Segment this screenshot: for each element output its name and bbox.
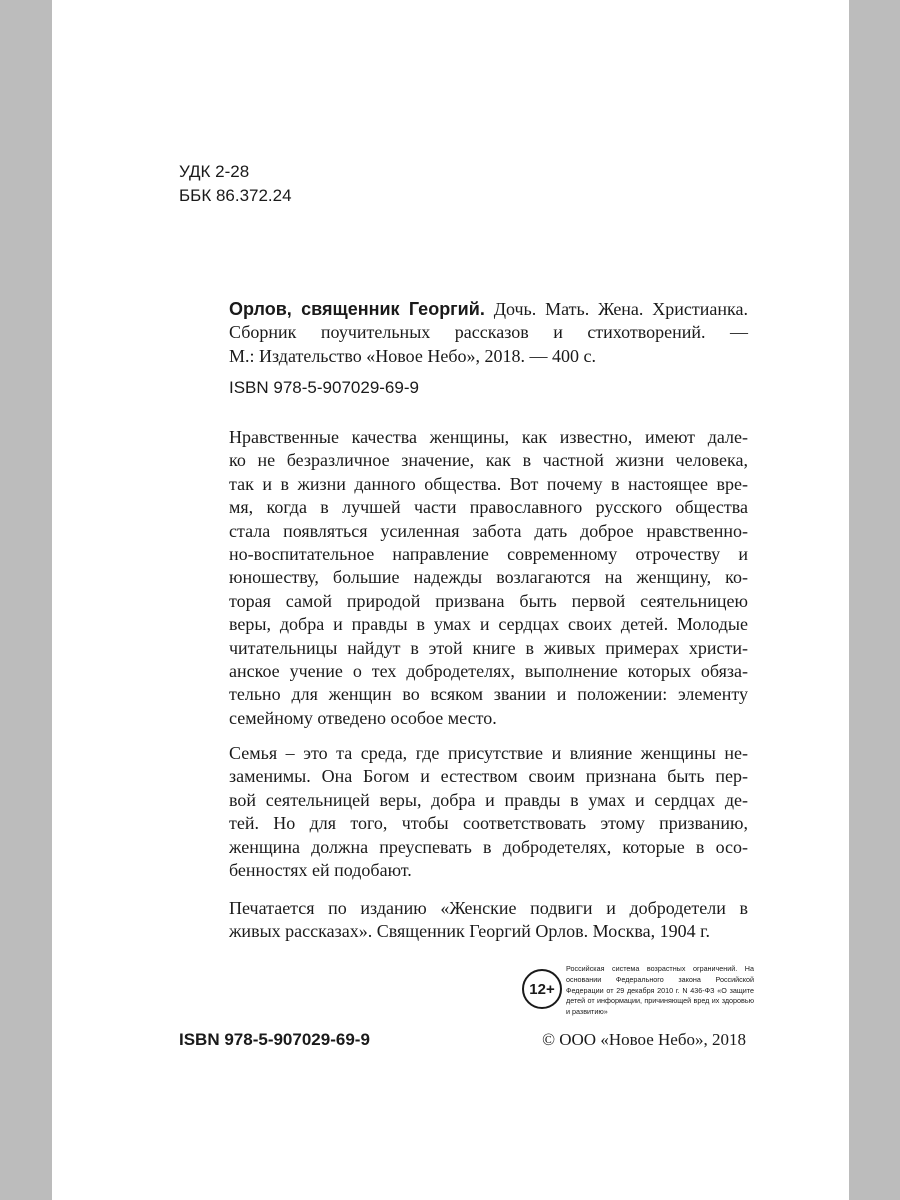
text-line: но-воспитательное направление современному отрочеству и	[229, 543, 748, 564]
text-line: вой сеятельницей веры, добра и правды в умах и сердцах де-	[229, 789, 748, 810]
age-rating-notice: Российская система возрастных ограничений. На основании Федерального закона Российской Федерации от 29 декабря 2010 г. N 436-ФЗ «О защите детей от информации, причиняющей вред их здоровью и развитию»	[566, 964, 754, 1017]
text-line: юношеству, большие надежды возлагаются на женщину, ко-	[229, 567, 748, 588]
source-edition-paragraph	[229, 897, 748, 944]
text-line: ко не безразличное значение, как в частной жизни человека,	[229, 450, 748, 471]
text-line: торая самой природой призвана быть первой сеятельницею	[229, 590, 748, 611]
text-line: Печатается по изданию «Женские подвиги и добродетели в	[229, 898, 748, 918]
text-line: читательницы найдут в этой книге в живых примерах христи-	[229, 637, 748, 658]
text-line: тей. Но для того, чтобы соответствовать этому призванию,	[229, 813, 748, 834]
biblio-line-2: Сборник поучительных рассказов и стихотворений. —	[229, 322, 748, 343]
text-line: бенностях ей подобают.	[229, 859, 412, 880]
text-line: стала появляться усиленная забота дать доброе нравственно-	[229, 520, 748, 541]
bibliographic-record	[229, 297, 748, 367]
copyright-notice: © ООО «Новое Небо», 2018	[542, 1030, 746, 1049]
biblio-line-1	[229, 297, 748, 320]
text-line: веры, добра и правды в умах и сердцах своих детей. Молодые	[229, 614, 748, 635]
text-line: Семья – это та среда, где присутствие и влияние женщины не-	[229, 743, 748, 763]
classification-codes	[179, 160, 292, 208]
text-line: Нравственные качества женщины, как известно, имеют дале-	[229, 427, 748, 447]
text-line: так и в жизни данного общества. Вот почему в настоящее вре-	[229, 473, 748, 494]
text-line: мя, когда в лучшей части православного русского общества	[229, 497, 748, 518]
age-rating-badge: 12+	[522, 969, 562, 1009]
text-line: анское учение о тех добродетелях, выполнение которых обяза-	[229, 660, 748, 681]
text-line: тельно для женщин во всяком звании и положении: элементу	[229, 684, 748, 705]
text-line: живых рассказах». Священник Георгий Орлов. Москва, 1904 г.	[229, 921, 710, 942]
bbk-code: ББК 86.372.24	[179, 186, 292, 205]
text-line: женщина должна преуспевать в добродетелях, которые в осо-	[229, 836, 748, 857]
footer-isbn: ISBN 978-5-907029-69-9	[179, 1030, 370, 1049]
book-title: Дочь. Мать. Жена. Христианка.	[484, 299, 748, 319]
isbn-record: ISBN 978-5-907029-69-9	[229, 378, 419, 397]
family-paragraph	[229, 742, 748, 882]
text-line: заменимы. Она Богом и естеством своим признана быть пер-	[229, 766, 748, 787]
annotation-paragraph	[229, 426, 748, 730]
author-name: Орлов, священник Георгий.	[229, 299, 485, 319]
book-page	[52, 0, 849, 1200]
udk-code: УДК 2-28	[179, 162, 250, 181]
text-line: семейному отведено особое место.	[229, 707, 497, 728]
biblio-line-3: М.: Издательство «Новое Небо», 2018. — 400 с.	[229, 345, 596, 366]
